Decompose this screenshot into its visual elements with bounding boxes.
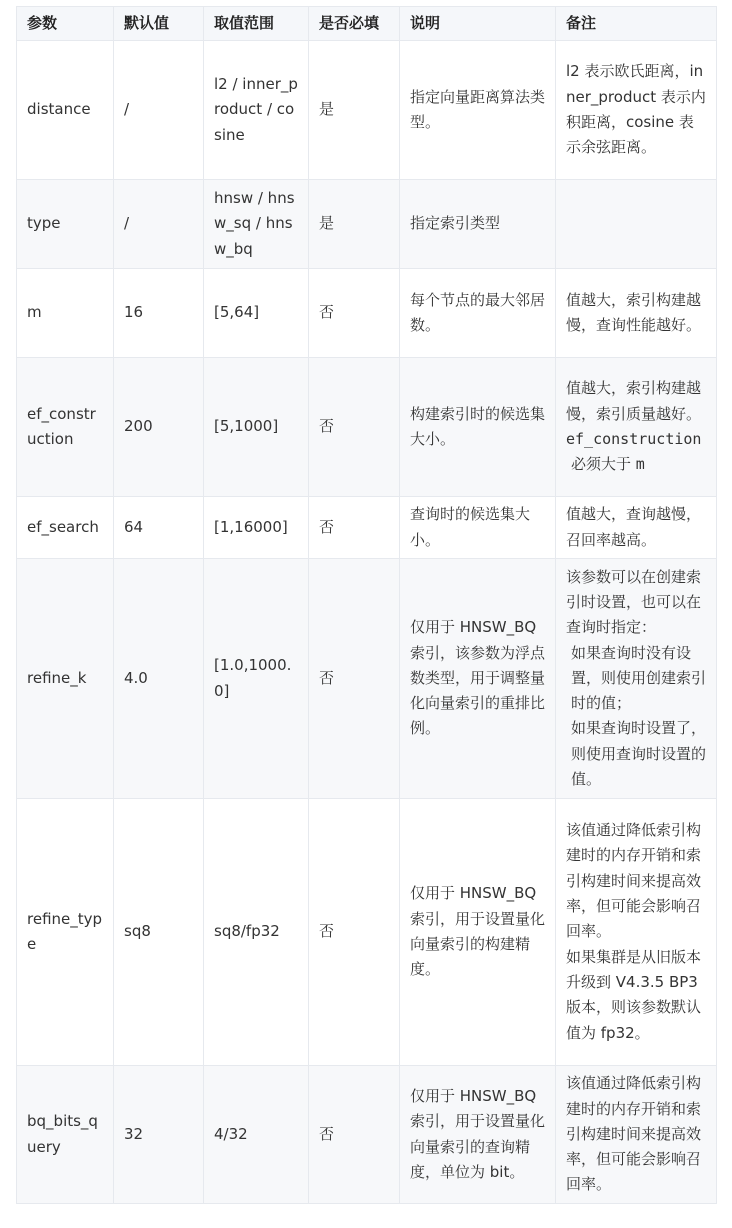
table-row: [17, 358, 717, 497]
description-cell: 仅用于 HNSW_BQ 索引，该参数为浮点数类型，用于调整量化向量索引的重排比例。: [400, 559, 556, 799]
required-cell: 否: [309, 358, 400, 497]
table-header-row: [17, 7, 717, 41]
range-cell: [5,64]: [204, 269, 309, 358]
param-cell: ef_construction: [17, 358, 114, 497]
default-cell: 200: [114, 358, 204, 497]
table-row: [17, 497, 717, 559]
required-cell: 否: [309, 559, 400, 799]
parameter-table: [16, 6, 717, 1204]
param-cell: type: [17, 180, 114, 269]
param-cell: refine_type: [17, 799, 114, 1066]
description-cell: 仅用于 HNSW_BQ 索引，用于设置量化向量索引的查询精度，单位为 bit。: [400, 1066, 556, 1204]
description-cell: 指定向量距离算法类型。: [400, 41, 556, 180]
header-note: 备注: [556, 7, 717, 41]
note-cell: [556, 559, 717, 799]
header-default: 默认值: [114, 7, 204, 41]
note-cell: [556, 1066, 717, 1204]
default-cell: /: [114, 180, 204, 269]
default-cell: 64: [114, 497, 204, 559]
note-text: 该参数可以在创建索引时设置，也可以在查询时指定：: [566, 567, 702, 637]
range-cell: 4/32: [204, 1066, 309, 1204]
note-text: 值越大，索引构建越慢，索引质量越好。: [566, 379, 702, 423]
note-cell: [556, 497, 717, 559]
table-row: [17, 269, 717, 358]
param-cell: refine_k: [17, 559, 114, 799]
note-cell: [556, 358, 717, 497]
required-cell: 否: [309, 799, 400, 1066]
description-cell: 指定索引类型: [400, 180, 556, 269]
note-text: 值越大，查询越慢，召回率越高。: [566, 505, 702, 549]
range-cell: hnsw / hnsw_sq / hnsw_bq: [204, 180, 309, 269]
description-cell: 查询时的候选集大小。: [400, 497, 556, 559]
inline-code: m: [635, 455, 645, 474]
note-text: l2 表示欧氏距离，inner_product 表示内积距离，cosine 表示余弦距离。: [566, 62, 706, 157]
header-range: 取值范围: [204, 7, 309, 41]
range-cell: [5,1000]: [204, 358, 309, 497]
note-text: 值越大，索引构建越慢，查询性能越好。: [566, 290, 702, 334]
note-text: 该值通过降低索引构建时的内存开销和索引构建时间来提高效率，但可能会影响召回率。: [566, 821, 702, 941]
note-text: 如果集群是从旧版本升级到 V4.3.5 BP3 版本，则该参数默认值为 fp32。: [566, 947, 702, 1042]
param-cell: bq_bits_query: [17, 1066, 114, 1204]
table-row: [17, 41, 717, 180]
param-cell: ef_search: [17, 497, 114, 559]
inline-code: ef_construction: [566, 430, 702, 448]
note-text: 如果查询时没有设置，则使用创建索引时的值；: [571, 643, 707, 713]
required-cell: 是: [309, 180, 400, 269]
table-row: [17, 559, 717, 799]
default-cell: 32: [114, 1066, 204, 1204]
param-cell: distance: [17, 41, 114, 180]
note-text: 必须大于: [571, 455, 632, 474]
default-cell: /: [114, 41, 204, 180]
description-cell: 每个节点的最大邻居数。: [400, 269, 556, 358]
required-cell: 否: [309, 1066, 400, 1204]
range-cell: [1.0,1000.0]: [204, 559, 309, 799]
default-cell: 4.0: [114, 559, 204, 799]
note-text: 该值通过降低索引构建时的内存开销和索引构建时间来提高效率，但可能会影响召回率。: [566, 1074, 702, 1194]
required-cell: 否: [309, 269, 400, 358]
note-cell: [556, 799, 717, 1066]
description-cell: 仅用于 HNSW_BQ 索引，用于设置量化向量索引的构建精度。: [400, 799, 556, 1066]
description-cell: 构建索引时的候选集大小。: [400, 358, 556, 497]
note-cell: [556, 41, 717, 180]
required-cell: 是: [309, 41, 400, 180]
required-cell: 否: [309, 497, 400, 559]
header-param: 参数: [17, 7, 114, 41]
range-cell: [1,16000]: [204, 497, 309, 559]
table-row: [17, 1066, 717, 1204]
range-cell: sq8/fp32: [204, 799, 309, 1066]
note-text: 如果查询时设置了，则使用查询时设置的值。: [571, 719, 707, 789]
note-cell: [556, 269, 717, 358]
table-row: [17, 799, 717, 1066]
default-cell: 16: [114, 269, 204, 358]
table-row: [17, 180, 717, 269]
header-required: 是否必填: [309, 7, 400, 41]
param-cell: m: [17, 269, 114, 358]
header-description: 说明: [400, 7, 556, 41]
note-cell: [556, 180, 717, 269]
default-cell: sq8: [114, 799, 204, 1066]
range-cell: l2 / inner_product / cosine: [204, 41, 309, 180]
